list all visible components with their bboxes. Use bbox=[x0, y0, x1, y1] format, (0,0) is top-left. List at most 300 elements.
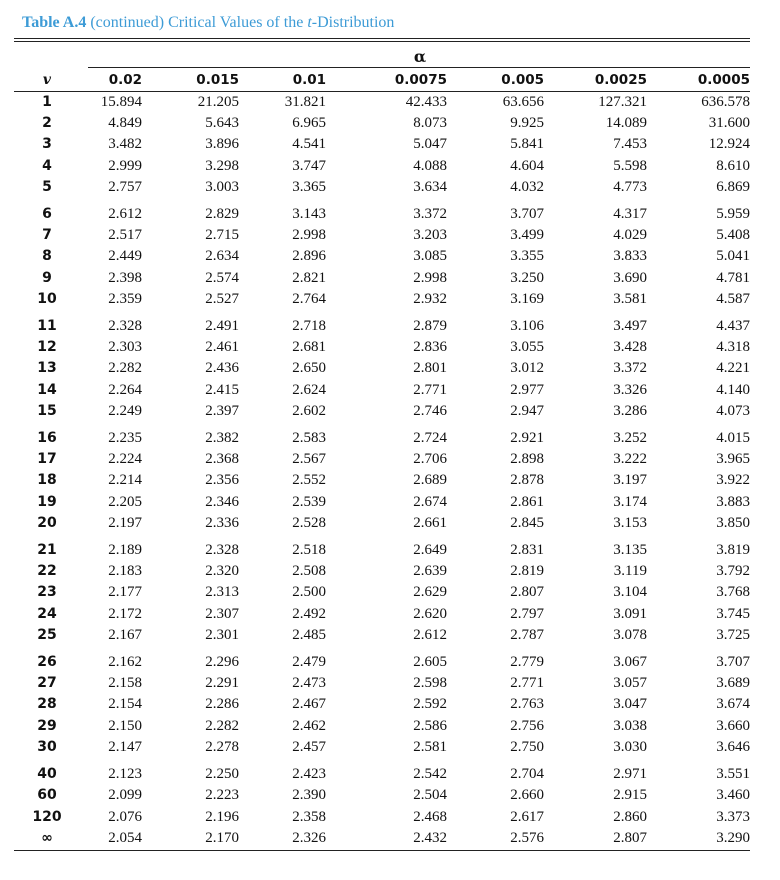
table-row bbox=[14, 225, 750, 246]
critical-value: 2.205 bbox=[108, 493, 142, 510]
critical-value: 3.482 bbox=[108, 136, 142, 153]
critical-value: 2.150 bbox=[108, 717, 142, 734]
critical-value: 636.578 bbox=[701, 94, 750, 110]
critical-value: 3.747 bbox=[292, 157, 326, 174]
critical-value: 2.282 bbox=[108, 360, 142, 377]
critical-value: 2.706 bbox=[413, 451, 447, 468]
critical-value: 2.807 bbox=[510, 584, 544, 601]
critical-value: 3.725 bbox=[716, 626, 750, 643]
critical-value: 3.250 bbox=[510, 269, 544, 286]
critical-value: 2.500 bbox=[292, 584, 326, 601]
degrees-of-freedom: 12 bbox=[37, 339, 57, 356]
critical-value: 3.298 bbox=[205, 157, 239, 174]
critical-value: 2.932 bbox=[413, 290, 447, 307]
critical-value: 5.041 bbox=[716, 248, 750, 265]
critical-value: 15.894 bbox=[100, 94, 142, 110]
critical-value: 2.264 bbox=[108, 381, 142, 398]
table-row bbox=[14, 156, 750, 177]
critical-value: 2.528 bbox=[292, 514, 326, 531]
critical-value: 3.497 bbox=[613, 318, 647, 335]
critical-value: 2.162 bbox=[108, 654, 142, 671]
critical-value: 3.819 bbox=[716, 542, 750, 559]
critical-value: 3.499 bbox=[510, 227, 544, 244]
degrees-of-freedom: 2 bbox=[42, 115, 52, 132]
critical-value: 2.552 bbox=[292, 472, 326, 489]
critical-value: 2.634 bbox=[205, 248, 239, 265]
critical-value: 4.849 bbox=[108, 115, 142, 132]
critical-value: 2.177 bbox=[108, 584, 142, 601]
critical-value: 2.504 bbox=[413, 787, 447, 804]
critical-value: 2.539 bbox=[292, 493, 326, 510]
critical-value: 3.047 bbox=[613, 696, 647, 713]
table-row bbox=[14, 337, 750, 358]
critical-value: 42.433 bbox=[405, 94, 447, 110]
critical-value: 2.750 bbox=[510, 738, 544, 755]
critical-value: 2.099 bbox=[108, 787, 142, 804]
table-row bbox=[14, 380, 750, 401]
degrees-of-freedom: 16 bbox=[37, 430, 57, 447]
critical-value: 2.326 bbox=[292, 829, 326, 846]
critical-value: 2.612 bbox=[413, 626, 447, 643]
critical-value: 2.576 bbox=[510, 829, 544, 846]
critical-value: 2.359 bbox=[108, 290, 142, 307]
critical-value: 2.836 bbox=[413, 339, 447, 356]
critical-value: 4.015 bbox=[716, 430, 750, 447]
degrees-of-freedom: 22 bbox=[37, 563, 57, 580]
critical-value: 2.681 bbox=[292, 339, 326, 356]
critical-value: 2.764 bbox=[292, 290, 326, 307]
critical-value: 4.773 bbox=[613, 178, 647, 195]
critical-value: 2.423 bbox=[292, 766, 326, 783]
table-row bbox=[14, 716, 750, 737]
critical-value: 2.819 bbox=[510, 563, 544, 580]
table-row bbox=[14, 534, 750, 561]
table-row bbox=[14, 422, 750, 449]
critical-value: 2.704 bbox=[510, 766, 544, 783]
critical-value: 2.457 bbox=[292, 738, 326, 755]
critical-value: 2.861 bbox=[510, 493, 544, 510]
critical-value: 3.372 bbox=[613, 360, 647, 377]
critical-value: 2.801 bbox=[413, 360, 447, 377]
critical-value: 2.170 bbox=[205, 829, 239, 846]
critical-value: 2.250 bbox=[205, 766, 239, 783]
critical-value: 2.947 bbox=[510, 402, 544, 419]
critical-value: 2.971 bbox=[613, 766, 647, 783]
critical-value: 2.605 bbox=[413, 654, 447, 671]
critical-value: 3.896 bbox=[205, 136, 239, 153]
critical-value: 4.781 bbox=[716, 269, 750, 286]
critical-value: 2.921 bbox=[510, 430, 544, 447]
degrees-of-freedom: 7 bbox=[42, 227, 52, 244]
caption-text-pre: (continued) Critical Values of the bbox=[86, 14, 308, 31]
critical-value: 6.869 bbox=[716, 178, 750, 195]
table-row bbox=[14, 177, 750, 198]
critical-value: 3.104 bbox=[613, 584, 647, 601]
critical-value: 5.047 bbox=[413, 136, 447, 153]
critical-value: 3.326 bbox=[613, 381, 647, 398]
critical-value: 2.674 bbox=[413, 493, 447, 510]
column-header: 0.01 bbox=[239, 69, 326, 92]
critical-value: 2.829 bbox=[205, 206, 239, 223]
table-row bbox=[14, 134, 750, 155]
critical-value: 3.174 bbox=[613, 493, 647, 510]
critical-value: 3.091 bbox=[613, 605, 647, 622]
critical-value: 2.639 bbox=[413, 563, 447, 580]
critical-value: 3.883 bbox=[716, 493, 750, 510]
critical-value: 2.382 bbox=[205, 430, 239, 447]
critical-value: 2.860 bbox=[613, 808, 647, 825]
degrees-of-freedom: 13 bbox=[37, 360, 57, 377]
critical-value: 3.055 bbox=[510, 339, 544, 356]
critical-value: 3.030 bbox=[613, 738, 647, 755]
critical-value: 2.491 bbox=[205, 318, 239, 335]
critical-value: 4.317 bbox=[613, 206, 647, 223]
critical-value: 3.707 bbox=[510, 206, 544, 223]
critical-value: 3.646 bbox=[716, 738, 750, 755]
header-row bbox=[14, 69, 750, 92]
critical-value: 3.660 bbox=[716, 717, 750, 734]
column-header: 0.005 bbox=[447, 69, 544, 92]
critical-value: 2.518 bbox=[292, 542, 326, 559]
critical-value: 2.307 bbox=[205, 605, 239, 622]
critical-value: 2.123 bbox=[108, 766, 142, 783]
critical-value: 8.610 bbox=[716, 157, 750, 174]
critical-value: 2.467 bbox=[292, 696, 326, 713]
critical-value: 2.620 bbox=[413, 605, 447, 622]
critical-value: 2.054 bbox=[108, 829, 142, 846]
critical-value: 2.196 bbox=[205, 808, 239, 825]
table-row bbox=[14, 268, 750, 289]
critical-value: 2.158 bbox=[108, 675, 142, 692]
alpha-rule bbox=[88, 67, 750, 68]
table-row bbox=[14, 673, 750, 694]
critical-value: 4.029 bbox=[613, 227, 647, 244]
table-row bbox=[14, 470, 750, 491]
critical-value: 2.999 bbox=[108, 157, 142, 174]
critical-value: 2.415 bbox=[205, 381, 239, 398]
degrees-of-freedom: 28 bbox=[37, 696, 57, 713]
degrees-of-freedom: 17 bbox=[37, 451, 57, 468]
critical-value: 2.449 bbox=[108, 248, 142, 265]
table-row bbox=[14, 449, 750, 470]
degrees-of-freedom: 24 bbox=[37, 605, 57, 622]
critical-value: 3.355 bbox=[510, 248, 544, 265]
critical-value: 3.833 bbox=[613, 248, 647, 265]
degrees-of-freedom: 19 bbox=[37, 493, 57, 510]
critical-value: 2.076 bbox=[108, 808, 142, 825]
critical-value: 3.581 bbox=[613, 290, 647, 307]
critical-value: 2.915 bbox=[613, 787, 647, 804]
critical-value: 2.183 bbox=[108, 563, 142, 580]
table-row bbox=[14, 401, 750, 422]
critical-value: 2.508 bbox=[292, 563, 326, 580]
degrees-of-freedom: 60 bbox=[37, 787, 57, 804]
critical-value: 2.296 bbox=[205, 654, 239, 671]
caption-text-post: -Distribution bbox=[311, 14, 395, 31]
critical-value: 2.197 bbox=[108, 514, 142, 531]
degrees-of-freedom: 6 bbox=[42, 206, 52, 223]
critical-value: 2.492 bbox=[292, 605, 326, 622]
critical-value: 2.715 bbox=[205, 227, 239, 244]
table-row bbox=[14, 807, 750, 828]
table-row bbox=[14, 492, 750, 513]
critical-value: 2.368 bbox=[205, 451, 239, 468]
table-row bbox=[14, 785, 750, 806]
critical-value: 3.372 bbox=[413, 206, 447, 223]
critical-value: 2.485 bbox=[292, 626, 326, 643]
critical-value: 2.301 bbox=[205, 626, 239, 643]
degrees-of-freedom: ∞ bbox=[41, 829, 53, 846]
degrees-of-freedom: 23 bbox=[37, 584, 57, 601]
critical-value: 2.763 bbox=[510, 696, 544, 713]
critical-value: 4.140 bbox=[716, 381, 750, 398]
critical-value: 3.674 bbox=[716, 696, 750, 713]
caption-t-symbol: t bbox=[307, 14, 312, 31]
critical-value: 2.574 bbox=[205, 269, 239, 286]
critical-value: 5.643 bbox=[205, 115, 239, 132]
critical-value: 2.468 bbox=[413, 808, 447, 825]
critical-value: 2.224 bbox=[108, 451, 142, 468]
critical-value: 3.078 bbox=[613, 626, 647, 643]
critical-value: 3.373 bbox=[716, 808, 750, 825]
critical-value: 2.586 bbox=[413, 717, 447, 734]
critical-value: 2.771 bbox=[413, 381, 447, 398]
critical-value: 2.581 bbox=[413, 738, 447, 755]
critical-value: 2.397 bbox=[205, 402, 239, 419]
degrees-of-freedom: 15 bbox=[37, 402, 57, 419]
critical-value: 3.850 bbox=[716, 514, 750, 531]
critical-value: 2.977 bbox=[510, 381, 544, 398]
table-row bbox=[14, 198, 750, 225]
critical-value: 2.650 bbox=[292, 360, 326, 377]
critical-value: 2.346 bbox=[205, 493, 239, 510]
critical-value: 2.878 bbox=[510, 472, 544, 489]
table-caption bbox=[22, 14, 394, 32]
critical-value: 3.707 bbox=[716, 654, 750, 671]
critical-value: 2.278 bbox=[205, 738, 239, 755]
critical-value: 2.328 bbox=[108, 318, 142, 335]
critical-value: 4.437 bbox=[716, 318, 750, 335]
table-row bbox=[14, 828, 750, 849]
critical-value: 2.432 bbox=[413, 829, 447, 846]
critical-value: 3.689 bbox=[716, 675, 750, 692]
critical-value: 2.286 bbox=[205, 696, 239, 713]
critical-value: 3.365 bbox=[292, 178, 326, 195]
critical-value: 9.925 bbox=[510, 115, 544, 132]
critical-value: 4.318 bbox=[716, 339, 750, 356]
critical-value: 3.551 bbox=[716, 766, 750, 783]
degrees-of-freedom: 18 bbox=[37, 472, 57, 489]
critical-value: 2.390 bbox=[292, 787, 326, 804]
critical-value: 2.757 bbox=[108, 178, 142, 195]
column-header: 0.0025 bbox=[544, 69, 647, 92]
critical-value: 2.845 bbox=[510, 514, 544, 531]
table-row bbox=[14, 358, 750, 379]
critical-value: 2.746 bbox=[413, 402, 447, 419]
critical-value: 2.998 bbox=[292, 227, 326, 244]
critical-value: 2.624 bbox=[292, 381, 326, 398]
critical-value: 3.067 bbox=[613, 654, 647, 671]
critical-value: 2.398 bbox=[108, 269, 142, 286]
critical-value: 2.583 bbox=[292, 430, 326, 447]
degrees-of-freedom: 14 bbox=[37, 381, 57, 398]
critical-value: 3.197 bbox=[613, 472, 647, 489]
critical-value: 6.965 bbox=[292, 115, 326, 132]
critical-value: 4.587 bbox=[716, 290, 750, 307]
critical-value: 21.205 bbox=[197, 94, 239, 110]
table-row bbox=[14, 582, 750, 603]
critical-value: 2.167 bbox=[108, 626, 142, 643]
critical-value: 2.598 bbox=[413, 675, 447, 692]
critical-value: 2.358 bbox=[292, 808, 326, 825]
table-row bbox=[14, 289, 750, 310]
critical-value: 2.896 bbox=[292, 248, 326, 265]
critical-value: 2.473 bbox=[292, 675, 326, 692]
critical-value: 3.965 bbox=[716, 451, 750, 468]
critical-value: 4.604 bbox=[510, 157, 544, 174]
degrees-of-freedom: 10 bbox=[37, 290, 57, 307]
degrees-of-freedom: 5 bbox=[42, 178, 52, 195]
critical-value: 2.542 bbox=[413, 766, 447, 783]
critical-value: 2.779 bbox=[510, 654, 544, 671]
table-row bbox=[14, 113, 750, 134]
degrees-of-freedom: 25 bbox=[37, 626, 57, 643]
degrees-of-freedom: 29 bbox=[37, 717, 57, 734]
critical-value: 3.153 bbox=[613, 514, 647, 531]
critical-value: 2.998 bbox=[413, 269, 447, 286]
critical-value: 4.073 bbox=[716, 402, 750, 419]
critical-value: 2.831 bbox=[510, 542, 544, 559]
critical-value: 2.724 bbox=[413, 430, 447, 447]
critical-value: 5.408 bbox=[716, 227, 750, 244]
critical-value: 3.792 bbox=[716, 563, 750, 580]
critical-value: 3.460 bbox=[716, 787, 750, 804]
critical-value: 3.690 bbox=[613, 269, 647, 286]
critical-value: 4.088 bbox=[413, 157, 447, 174]
critical-value: 2.629 bbox=[413, 584, 447, 601]
degrees-of-freedom: 8 bbox=[42, 248, 52, 265]
critical-value: 2.718 bbox=[292, 318, 326, 335]
critical-value: 4.221 bbox=[716, 360, 750, 377]
critical-value: 2.612 bbox=[108, 206, 142, 223]
critical-value: 3.290 bbox=[716, 829, 750, 846]
critical-value: 2.592 bbox=[413, 696, 447, 713]
critical-value: 2.771 bbox=[510, 675, 544, 692]
critical-value: 2.879 bbox=[413, 318, 447, 335]
critical-value: 2.660 bbox=[510, 787, 544, 804]
critical-value: 14.089 bbox=[605, 115, 647, 132]
critical-value: 2.356 bbox=[205, 472, 239, 489]
critical-value: 2.336 bbox=[205, 514, 239, 531]
critical-value: 2.689 bbox=[413, 472, 447, 489]
table-row bbox=[14, 758, 750, 785]
critical-value: 2.328 bbox=[205, 542, 239, 559]
critical-value: 2.223 bbox=[205, 787, 239, 804]
critical-value: 4.541 bbox=[292, 136, 326, 153]
critical-value: 3.768 bbox=[716, 584, 750, 601]
critical-value: 2.172 bbox=[108, 605, 142, 622]
degrees-of-freedom: 4 bbox=[42, 157, 52, 174]
critical-value: 2.154 bbox=[108, 696, 142, 713]
critical-value: 7.453 bbox=[613, 136, 647, 153]
table-row bbox=[14, 737, 750, 758]
table-row bbox=[14, 310, 750, 337]
bottom-rule bbox=[14, 850, 750, 851]
critical-value: 2.235 bbox=[108, 430, 142, 447]
degrees-of-freedom: 3 bbox=[42, 136, 52, 153]
critical-value: 2.479 bbox=[292, 654, 326, 671]
table-row bbox=[14, 561, 750, 582]
top-rule-2 bbox=[14, 41, 750, 42]
critical-value: 2.756 bbox=[510, 717, 544, 734]
column-header: 0.02 bbox=[80, 69, 142, 92]
critical-value: 127.321 bbox=[598, 94, 647, 110]
table-row bbox=[14, 625, 750, 646]
critical-value: 3.106 bbox=[510, 318, 544, 335]
critical-value: 2.147 bbox=[108, 738, 142, 755]
critical-value: 2.282 bbox=[205, 717, 239, 734]
critical-value: 2.303 bbox=[108, 339, 142, 356]
critical-value: 8.073 bbox=[413, 115, 447, 132]
critical-value: 5.959 bbox=[716, 206, 750, 223]
critical-value: 2.320 bbox=[205, 563, 239, 580]
degrees-of-freedom: 40 bbox=[37, 766, 57, 783]
critical-value: 2.189 bbox=[108, 542, 142, 559]
critical-value: 3.119 bbox=[613, 563, 647, 580]
critical-value: 2.617 bbox=[510, 808, 544, 825]
critical-value: 2.313 bbox=[205, 584, 239, 601]
critical-value: 2.567 bbox=[292, 451, 326, 468]
critical-values-table bbox=[14, 69, 750, 849]
critical-value: 3.085 bbox=[413, 248, 447, 265]
table-row bbox=[14, 513, 750, 534]
critical-value: 4.032 bbox=[510, 178, 544, 195]
critical-value: 3.286 bbox=[613, 402, 647, 419]
critical-value: 3.745 bbox=[716, 605, 750, 622]
critical-value: 3.428 bbox=[613, 339, 647, 356]
critical-value: 3.012 bbox=[510, 360, 544, 377]
critical-value: 12.924 bbox=[708, 136, 750, 153]
critical-value: 2.821 bbox=[292, 269, 326, 286]
table-row bbox=[14, 246, 750, 267]
critical-value: 3.203 bbox=[413, 227, 447, 244]
critical-value: 3.143 bbox=[292, 206, 326, 223]
column-header: 0.0075 bbox=[326, 69, 447, 92]
degrees-of-freedom: 26 bbox=[37, 654, 57, 671]
critical-value: 2.436 bbox=[205, 360, 239, 377]
column-header: 0.0005 bbox=[647, 69, 750, 92]
critical-value: 2.661 bbox=[413, 514, 447, 531]
table-row bbox=[14, 92, 750, 114]
alpha-header: α bbox=[413, 47, 427, 66]
critical-value: 3.922 bbox=[716, 472, 750, 489]
critical-value: 2.462 bbox=[292, 717, 326, 734]
table-row bbox=[14, 646, 750, 673]
caption-label: Table A.4 bbox=[22, 14, 87, 31]
critical-value: 5.598 bbox=[613, 157, 647, 174]
critical-value: 31.821 bbox=[284, 94, 326, 110]
critical-value: 3.003 bbox=[205, 178, 239, 195]
top-rule-1 bbox=[14, 38, 750, 39]
degrees-of-freedom: 1 bbox=[42, 94, 52, 110]
critical-value: 2.649 bbox=[413, 542, 447, 559]
critical-value: 2.291 bbox=[205, 675, 239, 692]
degrees-of-freedom: 20 bbox=[37, 514, 57, 531]
nu-column-header: v bbox=[14, 69, 80, 92]
degrees-of-freedom: 27 bbox=[37, 675, 57, 692]
critical-value: 2.797 bbox=[510, 605, 544, 622]
critical-value: 2.214 bbox=[108, 472, 142, 489]
